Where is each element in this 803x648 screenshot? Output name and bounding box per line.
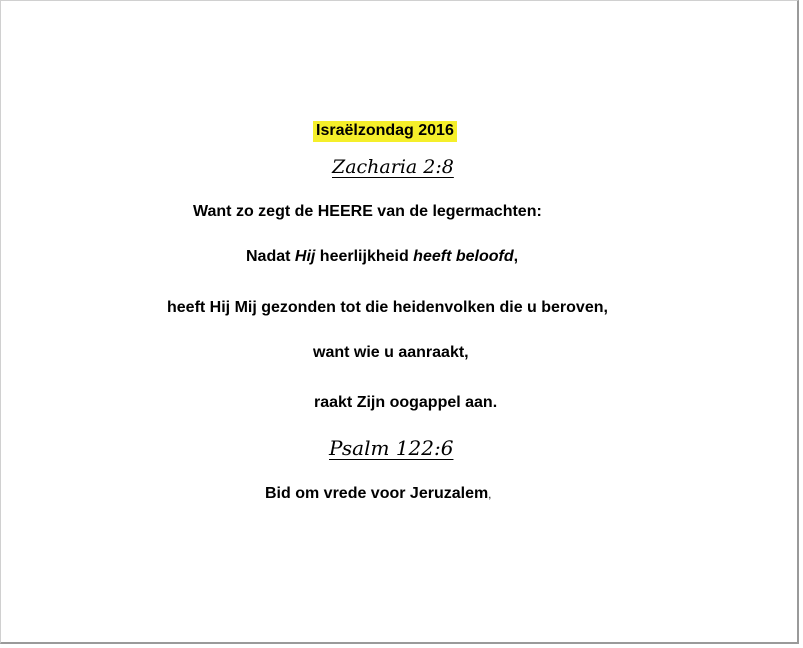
prayer-line-comma: , — [488, 489, 492, 501]
verse-line-2-part-b: Hij — [294, 248, 316, 265]
verse-line-2-part-a: Nadat — [246, 248, 295, 265]
verse-line-2 — [246, 248, 518, 266]
verse-line-2-part-e: , — [513, 248, 519, 265]
page-title: Israëlzondag 2016 — [313, 121, 457, 142]
prayer-line-text: Bid om vrede voor Jeruzalem — [265, 485, 489, 502]
verse-line-4: want wie u aanraakt, — [313, 344, 469, 361]
verse-line-2-part-d: heeft beloofd — [413, 248, 514, 265]
verse-line-1: Want zo zegt de HEERE van de legermachten: — [193, 203, 542, 220]
scripture-reference-zacharia: Zacharia 2:8 — [332, 156, 454, 178]
verse-line-3: heeft Hij Mij gezonden tot die heidenvolken die u beroven, — [167, 299, 608, 316]
verse-line-2-part-c: heerlijkheid — [315, 248, 414, 265]
prayer-line — [265, 485, 491, 503]
scripture-reference-psalm: Psalm 122:6 — [329, 436, 454, 460]
verse-line-5: raakt Zijn oogappel aan. — [314, 394, 498, 411]
